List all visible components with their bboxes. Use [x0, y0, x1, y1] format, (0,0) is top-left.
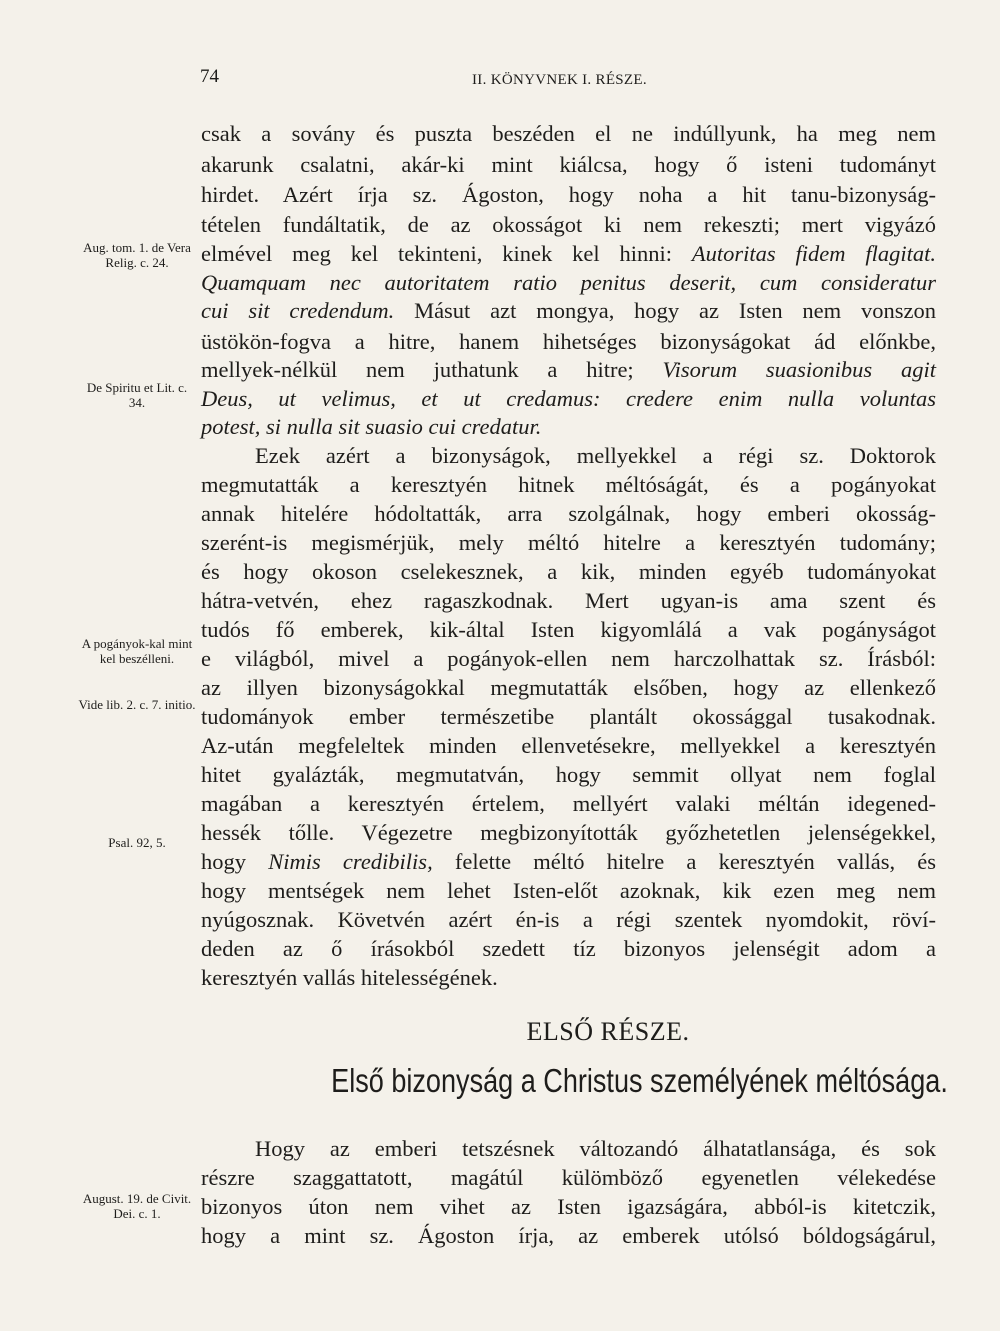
text-line: nyúgosznak. Követvén azért én-is a régi szentek nyomdokit, röví- [201, 907, 936, 932]
text-line: hogy a mint sz. Ágoston írja, az emberek utólsó bóldogságárul, [201, 1223, 936, 1248]
running-head: II. KÖNYVNEK I. RÉSZE. [472, 72, 647, 88]
text-line: tudományok ember természetibe plantált okossággal tusakodnak. [201, 704, 936, 729]
text-segment: felette méltó hitelre a keresztyén vallás, és [454, 849, 937, 874]
text-line: annak hitelére hódoltatták, arra szolgálnak, hogy emberi okosság- [201, 501, 936, 526]
text-line: Ezek azért a bizonyságok, mellyekkel a régi sz. Doktorok [255, 443, 936, 468]
margin-note-august-civit: August. 19. de Civit. Dei. c. 1. [82, 1191, 192, 1221]
margin-note-aug-vera-relig: Aug. tom. 1. de Vera Relig. c. 24. [83, 240, 191, 270]
margin-note-de-spiritu: De Spiritu et Lit. c. 34. [86, 380, 188, 410]
text-line: üstökön-fogva a hitre, hanem hihetséges bizonyságokat ád előnkbe, [201, 329, 936, 354]
text-line-mixed [201, 355, 936, 385]
text-segment: Másut azt mongya, hogy az Isten nem vonszon [414, 298, 937, 323]
text-line: bizonyos úton nem vihet az Isten igazságára, abból-is kitetczik, [201, 1194, 936, 1219]
latin-quote-line: potest, si nulla sit suasio cui credatur. [201, 414, 542, 439]
text-line: csak a sovány és puszta beszéden el ne indúllyunk, ha meg nem [201, 121, 936, 146]
text-line: tételen fundáltatik, de az okosságot ki nem rekeszti; mert vigyázó [201, 212, 936, 237]
text-line: akarunk csalatni, akár-ki mint kiálcsa, hogy ő isteni tudományt [201, 152, 936, 177]
text-line: hitet gyalázták, megmutatván, hogy semmit ollyat nem foglal [201, 762, 936, 787]
text-line: Hogy az emberi tetszésnek változandó álhatatlansága, és sok [255, 1136, 936, 1161]
latin-quote-line: Deus, ut velimus, et ut credamus: credere enim nulla voluntas [201, 386, 936, 411]
text-line: tudós fő emberek, kik-által Isten kigyomlálá a vak pogányságot [201, 617, 936, 642]
latin-quote: Visorum suasionibus agit [662, 357, 937, 382]
text-segment: mellyek-nélkül nem juthatunk a hitre; [201, 357, 634, 382]
margin-note-psalm: Psal. 92, 5. [108, 835, 166, 850]
text-line-mixed [201, 239, 936, 269]
margin-note-poganyok: A pogányok-kal mint kel beszélleni. [81, 636, 193, 666]
latin-quote: cui sit credendum. [201, 298, 395, 323]
text-line: hessék tőlle. Végezetre megbizonyították győzhetetlen jelenségekkel, [201, 820, 936, 845]
text-line: és hogy okoson cselekesznek, a kik, minden egyéb tudományokat [201, 559, 936, 584]
latin-quote: Nimis credibilis, [268, 849, 433, 874]
text-line: Az-után megfeleltek minden ellenvetésekre, mellyekkel a keresztyén [201, 733, 936, 758]
section-title: ELSŐ RÉSZE. [526, 1017, 690, 1046]
text-line: hátra-vetvén, ehez ragaszkodnak. Mert ugyan-is ama szent és [201, 588, 936, 613]
text-line: szerént-is megismérjük, mely méltó hitelre a keresztyén tudomány; [201, 530, 936, 555]
text-segment: hogy [201, 849, 246, 874]
text-line-mixed [201, 296, 936, 326]
text-line: keresztyén vallás hitelességének. [201, 965, 498, 990]
section-subtitle: Első bizonyság a Christus személyének méltósága. [331, 1062, 948, 1099]
text-line-mixed [201, 847, 936, 877]
text-line: e világból, mivel a pogányok-ellen nem harczolhattak sz. Írásból: [201, 646, 936, 671]
text-line: az illyen bizonyságokkal megmutatták elsőben, hogy az ellenkező [201, 675, 936, 700]
text-line: hirdet. Azért írja sz. Ágoston, hogy noha a hit tanu-bizonyság- [201, 182, 936, 207]
text-line: deden az ő írásokból szedett tíz bizonyos jelenségit adom a [201, 936, 936, 961]
text-line: magában a keresztyén értelem, mellyért valaki méltán idegened- [201, 791, 936, 816]
page-number: 74 [200, 66, 219, 87]
latin-quote-line: Quamquam nec autoritatem ratio penitus deserit, cum consideratur [201, 270, 936, 295]
margin-note-vide-lib: Vide lib. 2. c. 7. initio. [78, 697, 196, 712]
text-segment: elmével meg kel tekinteni, kinek kel hinni: [201, 241, 672, 266]
text-line: megmutatták a keresztyén hitnek méltóságát, és a pogányokat [201, 472, 936, 497]
latin-quote: Autoritas fidem flagitat. [691, 241, 936, 266]
text-line: részre szaggattatott, magátúl külömböző egyenetlen vélekedése [201, 1165, 936, 1190]
text-line: hogy mentségek nem lehet Isten-előt azoknak, kik ezen meg nem [201, 878, 936, 903]
